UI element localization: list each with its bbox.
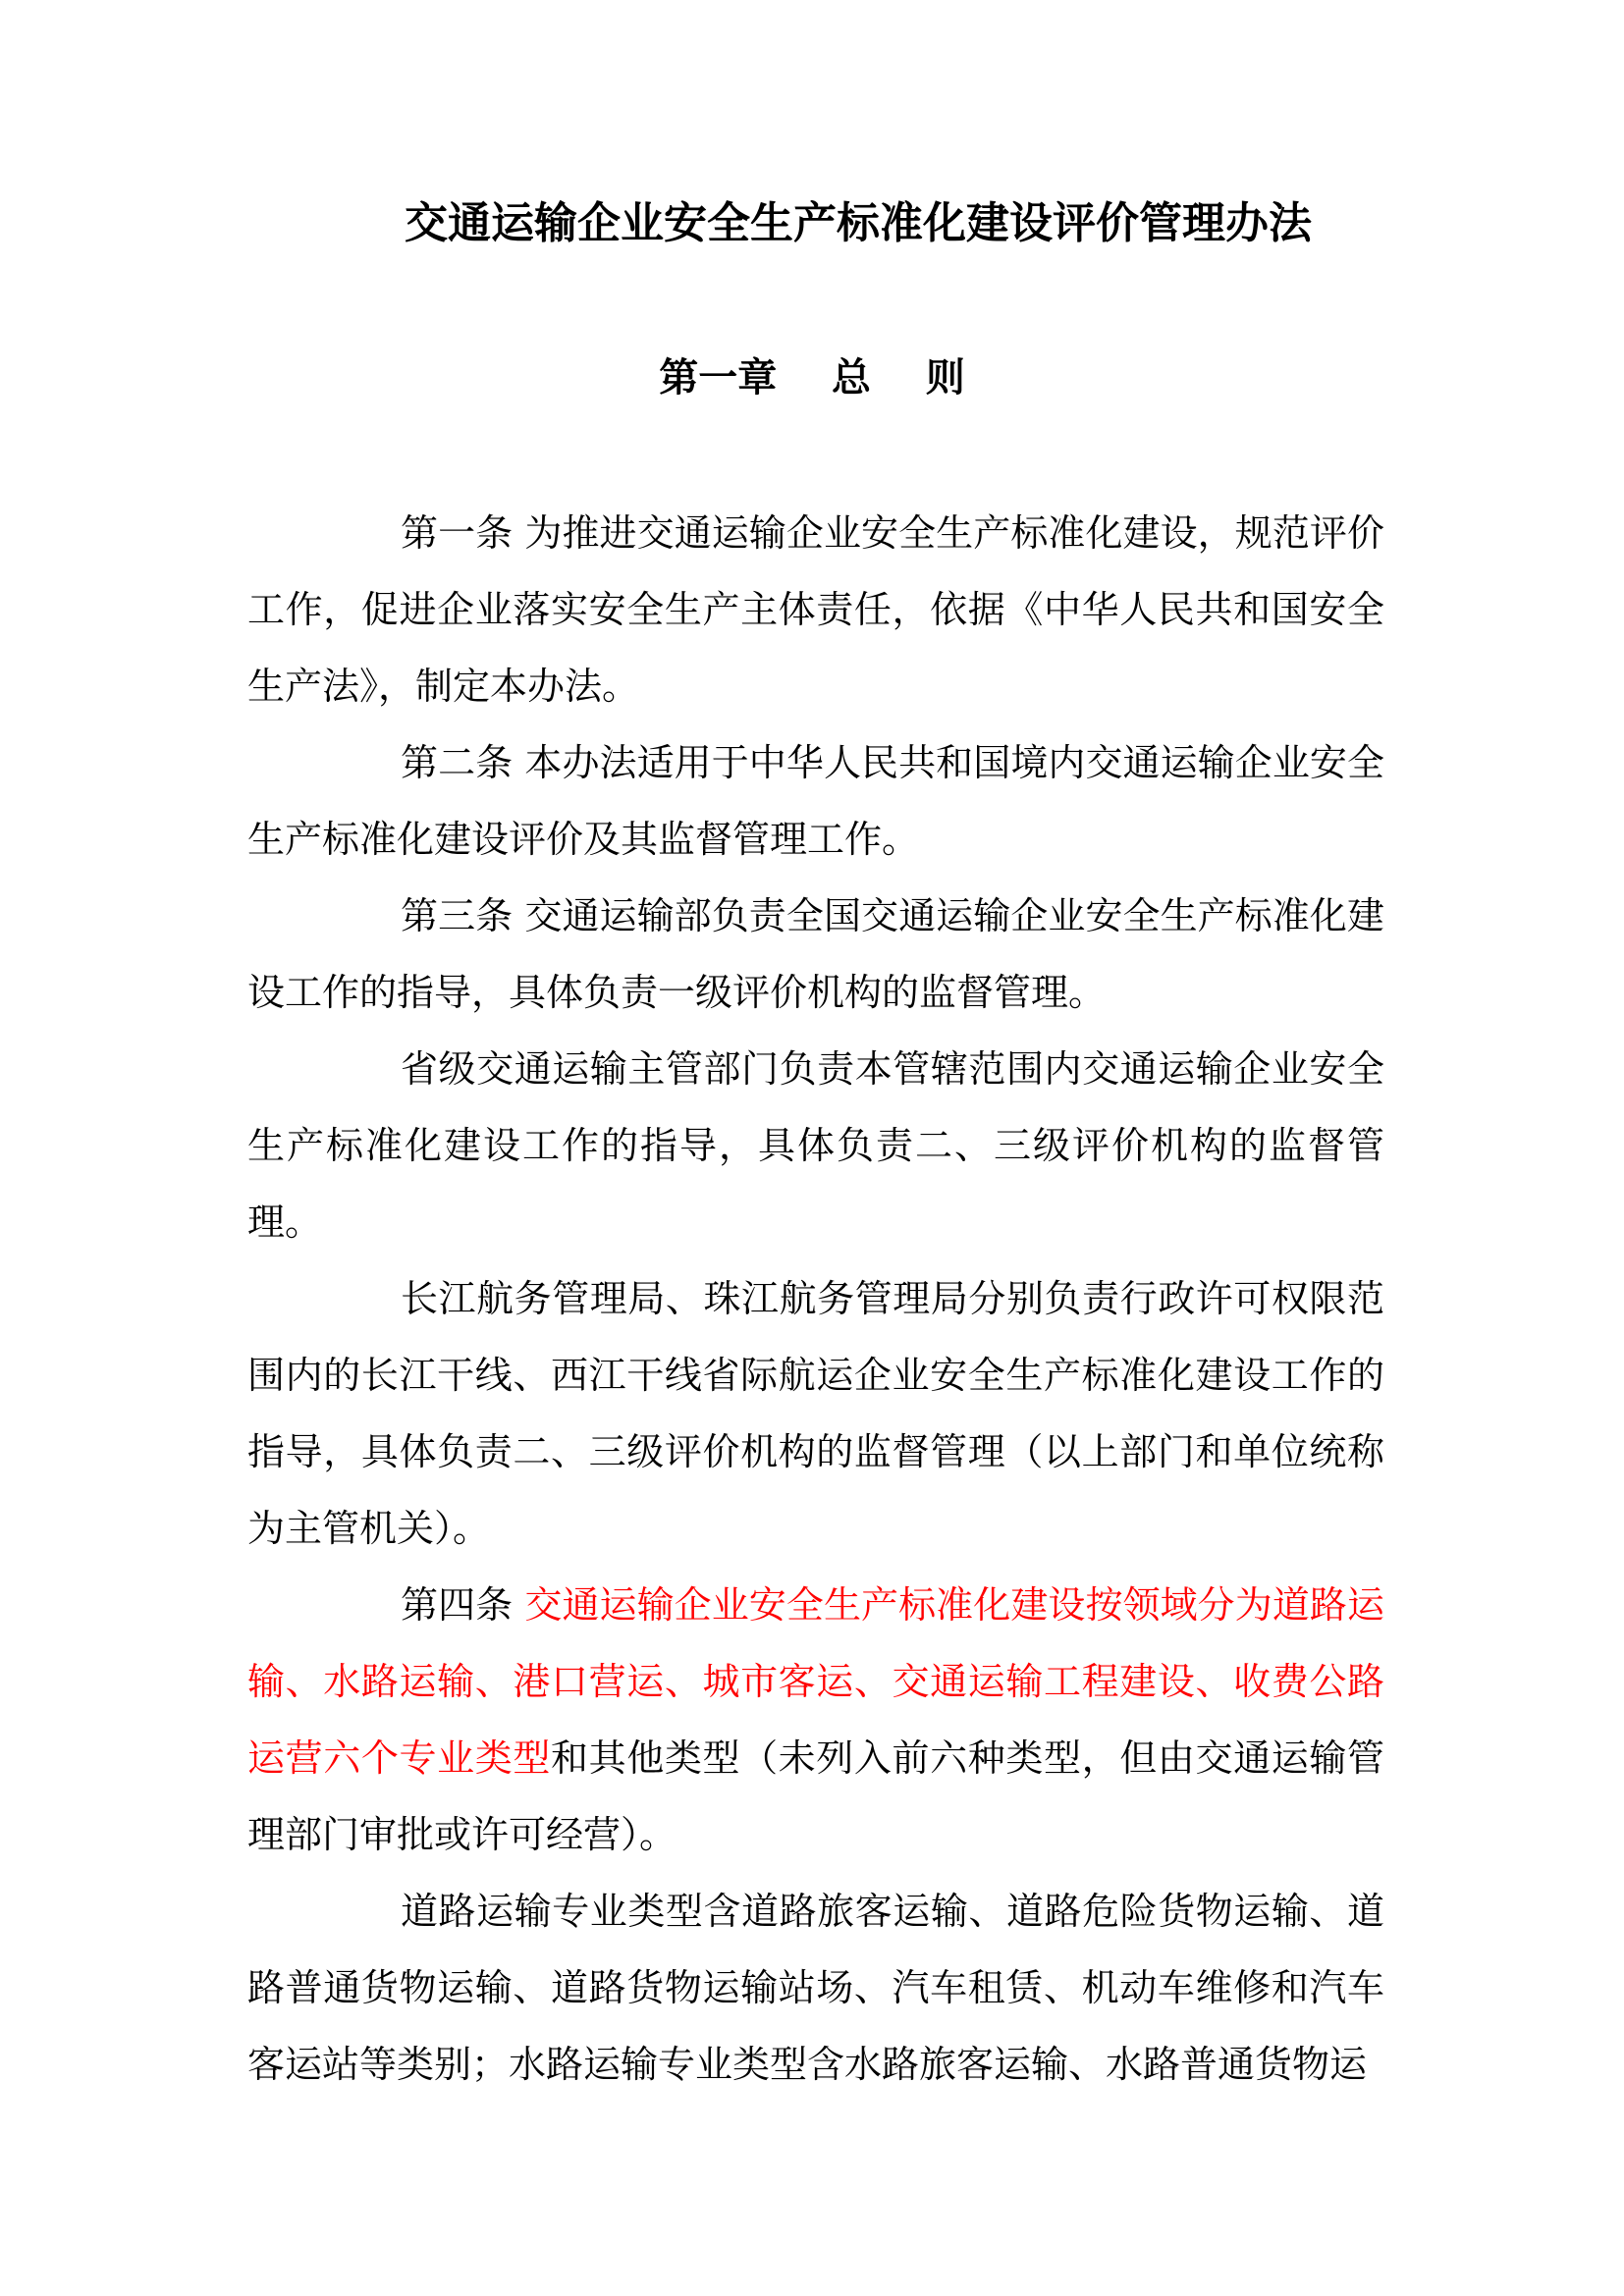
chapter-heading: 第一章 总 则 <box>659 354 965 400</box>
article-1-label: 第一条 <box>401 511 514 555</box>
article-4-paragraph-2: 道路运输专业类型含道路旅客运输、道路危险货物运输、道路普通货物运输、道路货物运输站场、汽车租赁、机动车维修和汽车客运站等类别；水路运输专业类型含水路旅客运输、水路普通货物运 <box>247 1890 1384 2086</box>
article-3-text: 交通运输部负责全国交通运输企业安全生产标准化建设工作的指导，具体负责一级评价机构的监督管理。 <box>247 894 1384 1014</box>
article-2-text: 本办法适用于中华人民共和国境内交通运输企业安全生产标准化建设评价及其监督管理工作。 <box>247 741 1384 861</box>
document-title: 交通运输企业安全生产标准化建设评价管理办法 <box>405 198 1312 248</box>
article-2-label: 第二条 <box>401 741 514 784</box>
article-1-text: 为推进交通运输企业安全生产标准化建设，规范评价工作，促进企业落实安全生产主体责任，依据《中华人民共和国安全生产法》，制定本办法。 <box>247 511 1384 708</box>
article-3 <box>247 878 1384 1031</box>
article-1 <box>247 495 1384 724</box>
article-3-paragraph-2: 省级交通运输主管部门负责本管辖范围内交通运输企业安全生产标准化建设工作的指导，具体负责二、三级评价机构的监督管理。 <box>247 1047 1384 1244</box>
article-4-label: 第四条 <box>401 1583 514 1627</box>
article-4-highlighted-text: 交通运输企业安全生产标准化建设按领域分为道路运输、水路运输、港口营运、城市客运、交通运输工程建设、收费公路运营六个专业类型 <box>247 1583 1384 1780</box>
article-4 <box>247 1567 1384 1873</box>
article-3-label: 第三条 <box>401 894 514 937</box>
article-2 <box>247 724 1384 878</box>
document-body <box>247 495 1384 2103</box>
article-4-text: 和其他类型（未列入前六种类型，但由交通运输管理部门审批或许可经营）。 <box>247 1736 1384 1856</box>
article-3-paragraph-3: 长江航务管理局、珠江航务管理局分别负责行政许可权限范围内的长江干线、西江干线省际航运企业安全生产标准化建设工作的指导，具体负责二、三级评价机构的监督管理（以上部门和单位统称为主管机关）。 <box>247 1277 1384 1550</box>
